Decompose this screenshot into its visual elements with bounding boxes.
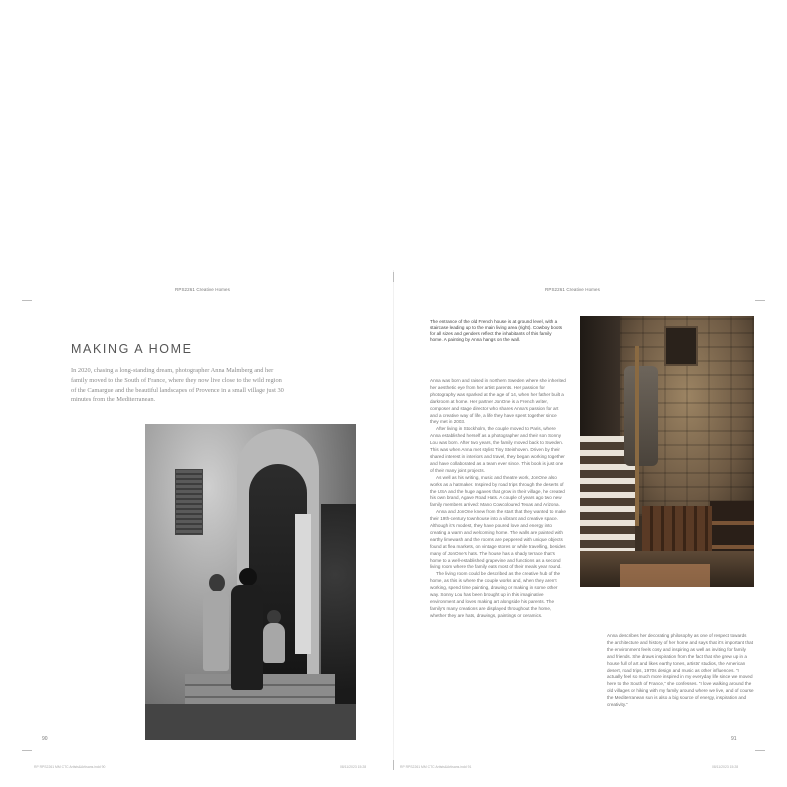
body-paragraph: Anna describes her decorating philosophy as one of respect towards the architecture and history of her home and says that it’s important that the environment feels cosy and inspiring as well as inviting for family and friends. She draws inspiration from the fact that she grew up in a house full of art and likes earthy tones, artists’ studios, the American desert, road trips, 1970s design and music as other influences. “I actually feel so much more inspired in my everyday life since we moved here to the South of France,” she confesses. “I love walking around the old villages or hiking with my family around where we live, and of course the Mediterranean sun is also a big source of energy, inspiration and creativity.” [607,633,754,708]
body-paragraph: After living in Stockholm, the couple moved to Paris, where Anna established herself as a photographer and their son Sonny Lou was born. After two years, the family moved back to Sweden. This was when Anna met stylist Tiny Steinhoven. Driven by their shared interest in interiors and travel, they began working together and have collaborated as a team ever since. This book is just one of their many joint projects. [430,426,565,473]
running-head-left: RPS2261 Creative Homes [175,287,230,292]
family-doorway-photo [145,424,356,740]
crop-mark [22,300,32,301]
intro-paragraph: In 2020, chasing a long-standing dream, photographer Anna Malmberg and her family moved to the South of France, where they now live close to the wild region of the Camargue and the beautiful landscapes of Provence in a small village just 30 minutes from the Mediterranean. [71,367,284,404]
wall-painting [664,326,698,366]
crop-mark [755,300,765,301]
crop-mark [755,750,765,751]
gutter-fold [393,270,394,770]
photo-caption: The entrance of the old French house is at ground level, with a staircase leading up to the main living area (right). Cowboy boots for all sizes and genders reflect the inhabitants of this family home. A painting by Anna hangs on the wall. [430,318,563,343]
section-title: MAKING A HOME [71,342,193,357]
print-slug: 08/11/2023 15:28 [712,765,739,769]
body-paragraph: As well as his writing, music and theatre work, JonOne also works as a hatmaker. Inspired by road trips through the deserts of the USA and the huge agaves that grow in their village, he created his own brand, Agave Road Hats. A couple of years ago two new family members arrived: Mano Cowcoloured Texas and Arizona. [430,474,565,508]
crop-mark [393,760,394,770]
running-head-right: RPS2261 Creative Homes [545,287,600,292]
print-slug: RP RPS2261 MM CTC Artists&Artisans.indd 90 [34,765,106,769]
body-paragraph: The living room could be described as the creative hub of the home, as this is where the couple works and, when they aren’t working, spend time painting, drawing or making in some other way. Sonny Lou has been brought up in this imaginative environment and loves making art alongside his parents. The family’s many creations are displayed throughout the home, whether they are hats, drawings, paintings or ceramics. [430,571,561,618]
window-shutter [175,469,203,535]
body-column-b [607,633,754,709]
hanging-coats [624,366,658,466]
rug [620,564,710,587]
cowboy-boots [642,506,712,551]
page-number-right: 91 [731,736,737,742]
print-slug: 08/11/2023 15:28 [340,765,367,769]
print-slug: RP RPS2261 MM CTC Artists&Artisans.indd 91 [400,765,472,769]
crop-mark [393,272,394,282]
body-paragraph: Anna was born and raised in northern Sweden where she inherited her aesthetic eye from her artist parents. Her passion for photography was sparked at the age of 14, when her father built a darkroom at home. Her partner JonOne is a French writer, composer and stage director who shares Anna’s passion for art and a creative way of life, a life they have spent together since they met in 2003. [430,378,566,425]
page-number-left: 90 [42,736,48,742]
body-column-a [430,378,566,620]
body-paragraph: Anna and JonOne knew from the start that they wanted to make their 19th-century townhouse into a vibrant and creative space. Although it’s modest, they have poured love and energy into creating a warm and welcoming home. The walls are painted with earthy limewash and the rooms are peppered with unique objects found at flea markets, on vintage stores or while travelling, besides many of JonOne’s hats. The house has a shady terrace that’s home to a well-established grapevine and functions as a second living room where the family eats most of their meals year round. [430,509,566,570]
coat-rack [635,346,639,526]
entrance-hall-photo [580,316,754,587]
crop-mark [22,750,32,751]
